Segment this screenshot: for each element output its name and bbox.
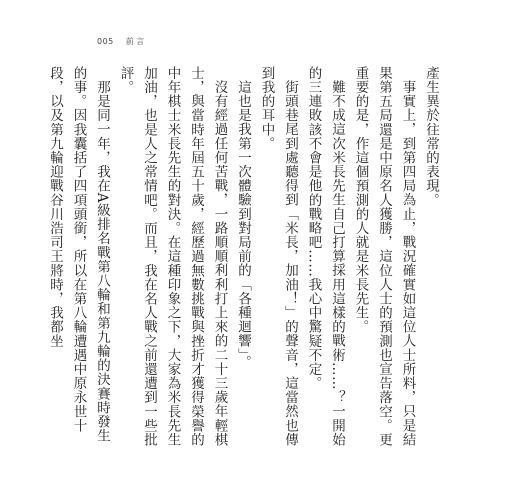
section-title: 前言: [125, 37, 147, 46]
paragraph: 街頭巷尾到處聽得到「米長，加油！」的聲音，這當然也傳到我的耳中。: [258, 66, 298, 447]
paragraph: 沒有經過任何苦戰，一路順順利利打上來的二十三歲年輕棋士，與當時年屆五十歲，經歷過無數挑戰與挫折才獲得榮譽的中年棋士米長先生的對決。在這種印象之下，大家為米長先生加油，也是人之常情吧。而且，我在名人戰之前還遭到一些批評。: [117, 66, 228, 447]
paragraph: 那是同一年，我在A級排名戰第八輪和第九輪的決賽時發生的事。因我囊括了四項頭銜，所以在第八輪遭遇中原永世十段，以及第九輪迎戰谷川浩司王將時，我都坐: [47, 66, 110, 443]
page-number: 005: [97, 37, 114, 46]
running-header: [97, 36, 147, 47]
paragraph: 難不成這次米長先生自己打算採用這樣的戰術……？一開始的三連敗該不會是他的戰略吧……我心中驚疑不定。: [305, 66, 345, 447]
vertical-body-text: [43, 66, 443, 451]
paragraph: 產生異於往常的表現。: [423, 66, 439, 207]
paragraph: 事實上，到第四局為止，戰況確實如這位人士所料，只是結果第五局還是中原名人獲勝，這位人士的預測也宣告落空。更重要的是，作這個預測的人就是米長先生。: [352, 66, 416, 447]
paragraph: 這也是我第一次體驗到對局前的「各種迴響」。: [235, 79, 251, 369]
